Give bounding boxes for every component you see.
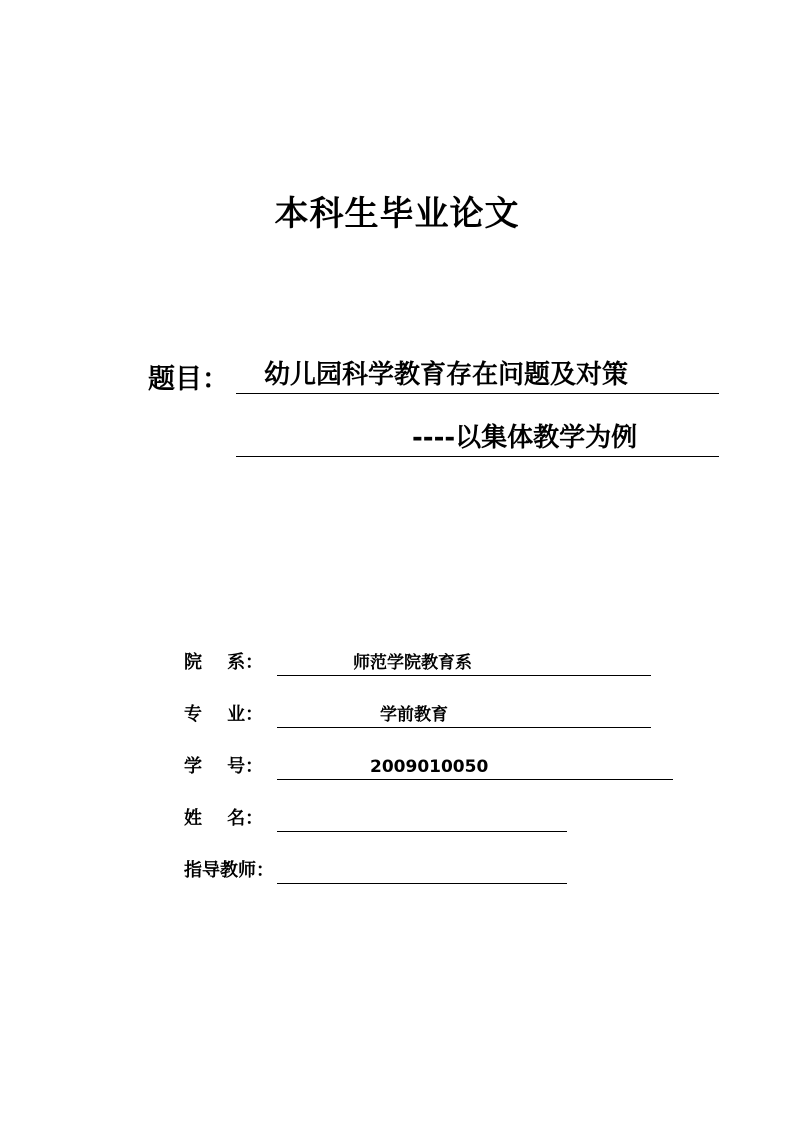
student-id-field: 2009010050 [277, 754, 673, 780]
topic-label: 题目： [148, 364, 229, 395]
major-label: 专 业： [184, 704, 264, 725]
department-label: 院 系： [184, 652, 264, 673]
document-title: 本科生毕业论文 [274, 194, 520, 234]
advisor-label: 指导教师： [184, 860, 274, 881]
topic-title-line-2: ----以集体教学为例 [236, 419, 719, 457]
topic-title-line-1: 幼儿园科学教育存在问题及对策 [236, 356, 719, 394]
name-field [277, 806, 567, 832]
major-field: 学前教育 [277, 702, 651, 728]
student-id-label: 学 号： [184, 756, 264, 777]
advisor-field [277, 858, 567, 884]
name-label: 姓 名： [184, 808, 264, 829]
department-field: 师范学院教育系 [277, 650, 651, 676]
